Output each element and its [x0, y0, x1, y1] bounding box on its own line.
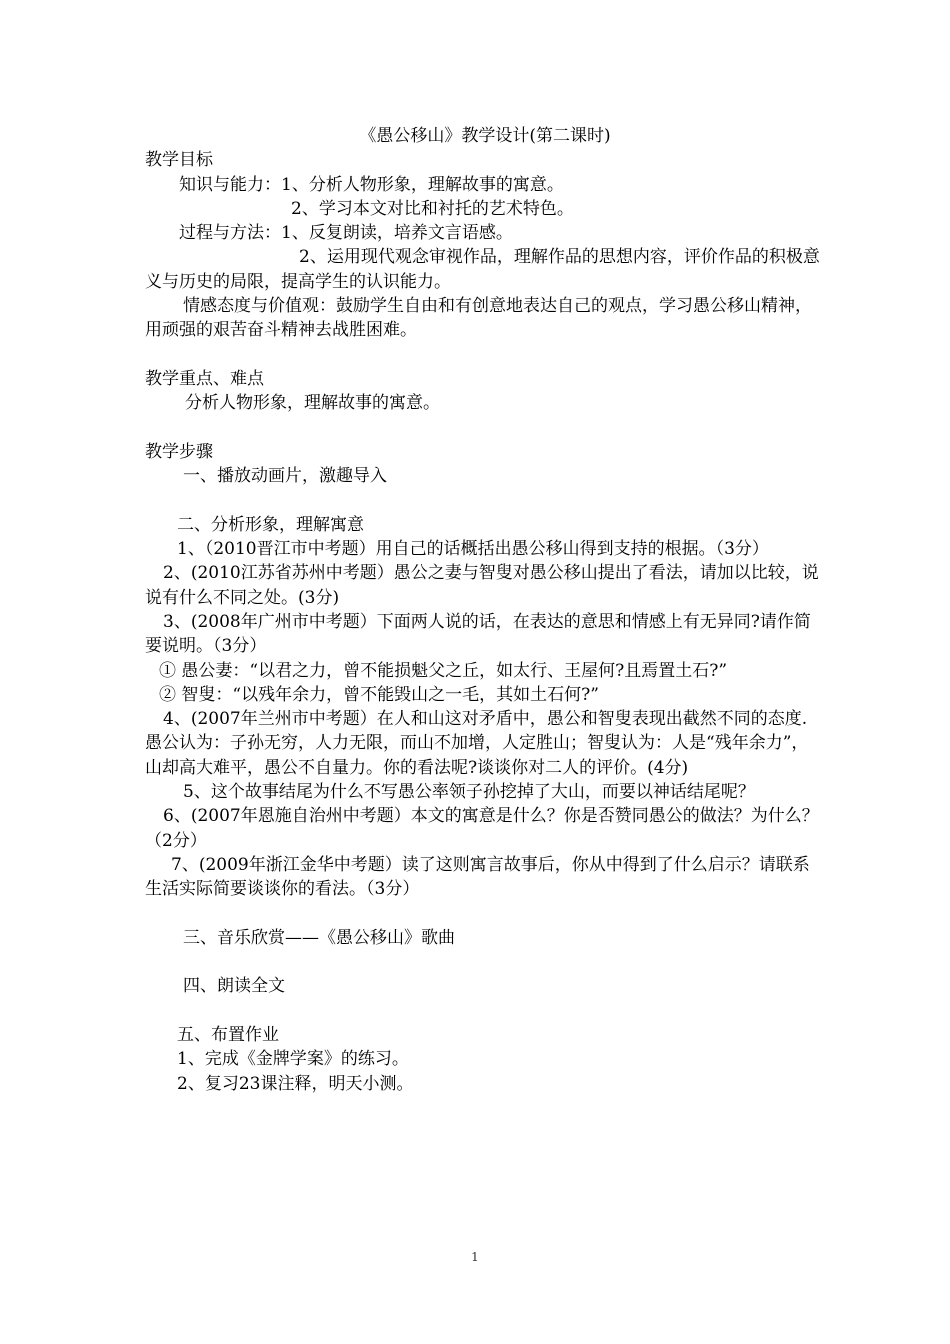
objective-emotion: 情感态度与价值观：鼓励学生自由和有创意地表达自己的观点，学习愚公移山精神，用顽强的艰苦奋斗精神去战胜困难。 — [145, 296, 812, 341]
spacer — [145, 488, 825, 512]
spacer — [145, 343, 825, 367]
objective-process-1: 过程与方法：1、反复朗读，培养文言语感。 — [179, 223, 513, 244]
spacer — [145, 999, 825, 1023]
question-3-quote-a: ① 愚公妻：“以君之力，曾不能损魁父之丘，如太行、王屋何?且焉置土石?” — [159, 660, 728, 681]
step-4: 四、朗读全文 — [183, 976, 285, 997]
question-3-quote-b: ② 智叟：“以残年余力，曾不能毁山之一毛，其如土石何?” — [159, 684, 599, 705]
homework-1: 1、完成《金牌学案》的练习。 — [177, 1049, 409, 1070]
question-1: 1、（2010晋江市中考题）用自己的话概括出愚公移山得到支持的根据。（3分） — [177, 539, 769, 560]
step-2: 二、分析形象，理解寓意 — [177, 514, 364, 535]
step-5: 五、布置作业 — [177, 1024, 279, 1045]
objectives-heading: 教学目标 — [145, 150, 213, 171]
key-points-text: 分析人物形象，理解故事的寓意。 — [185, 393, 440, 414]
document-title: 《愚公移山》教学设计(第二课时) — [359, 126, 611, 146]
homework-2: 2、复习23课注释，明天小测。 — [177, 1073, 414, 1094]
document-body — [145, 124, 825, 1096]
spacer — [145, 416, 825, 440]
question-3: 3、(2008年广州市中考题）下面两人说的话，在表达的意思和情感上有无异同?请作简要说明。（3分） — [145, 611, 811, 657]
spacer — [145, 950, 825, 974]
question-4: 4、(2007年兰州市中考题）在人和山这对矛盾中，愚公和智叟表现出截然不同的态度. 愚公认为：子孙无穷，人力无限，而山不加增，人定胜山；智叟认为：人是“残年余力”，山却高大难平，愚公不自量力。你的看法呢?谈谈你对二人的评价。(4分) — [145, 709, 809, 778]
objective-knowledge-1: 知识与能力：1、分析人物形象，理解故事的寓意。 — [179, 174, 564, 195]
steps-heading: 教学步骤 — [145, 441, 213, 462]
question-5: 5、这个故事结尾为什么不写愚公率领子孙挖掉了大山，而要以神话结尾呢？ — [183, 782, 755, 803]
key-points-heading: 教学重点、难点 — [145, 368, 264, 389]
question-6: 6、(2007年恩施自治州中考题）本文的寓意是什么？你是否赞同愚公的做法？为什么？（2分） — [145, 806, 819, 851]
question-7: 7、(2009年浙江金华中考题）读了这则寓言故事后，你从中得到了什么启示？请联系生活实际简要谈谈你的看法。（3分） — [145, 854, 810, 900]
spacer — [145, 902, 825, 926]
page-number: 1 — [471, 1250, 479, 1264]
step-1: 一、播放动画片，激趣导入 — [183, 466, 387, 487]
question-2: 2、(2010江苏省苏州中考题）愚公之妻与智叟对愚公移山提出了看法，请加以比较，说说有什么不同之处。(3分) — [145, 563, 819, 608]
step-3: 三、音乐欣赏——《愚公移山》歌曲 — [183, 927, 455, 948]
objective-knowledge-2: 2、学习本文对比和衬托的艺术特色。 — [291, 198, 574, 219]
objective-process-2: 2、运用现代观念审视作品，理解作品的思想内容，评价作品的积极意义与历史的局限，提高学生的认识能力。 — [145, 247, 820, 292]
